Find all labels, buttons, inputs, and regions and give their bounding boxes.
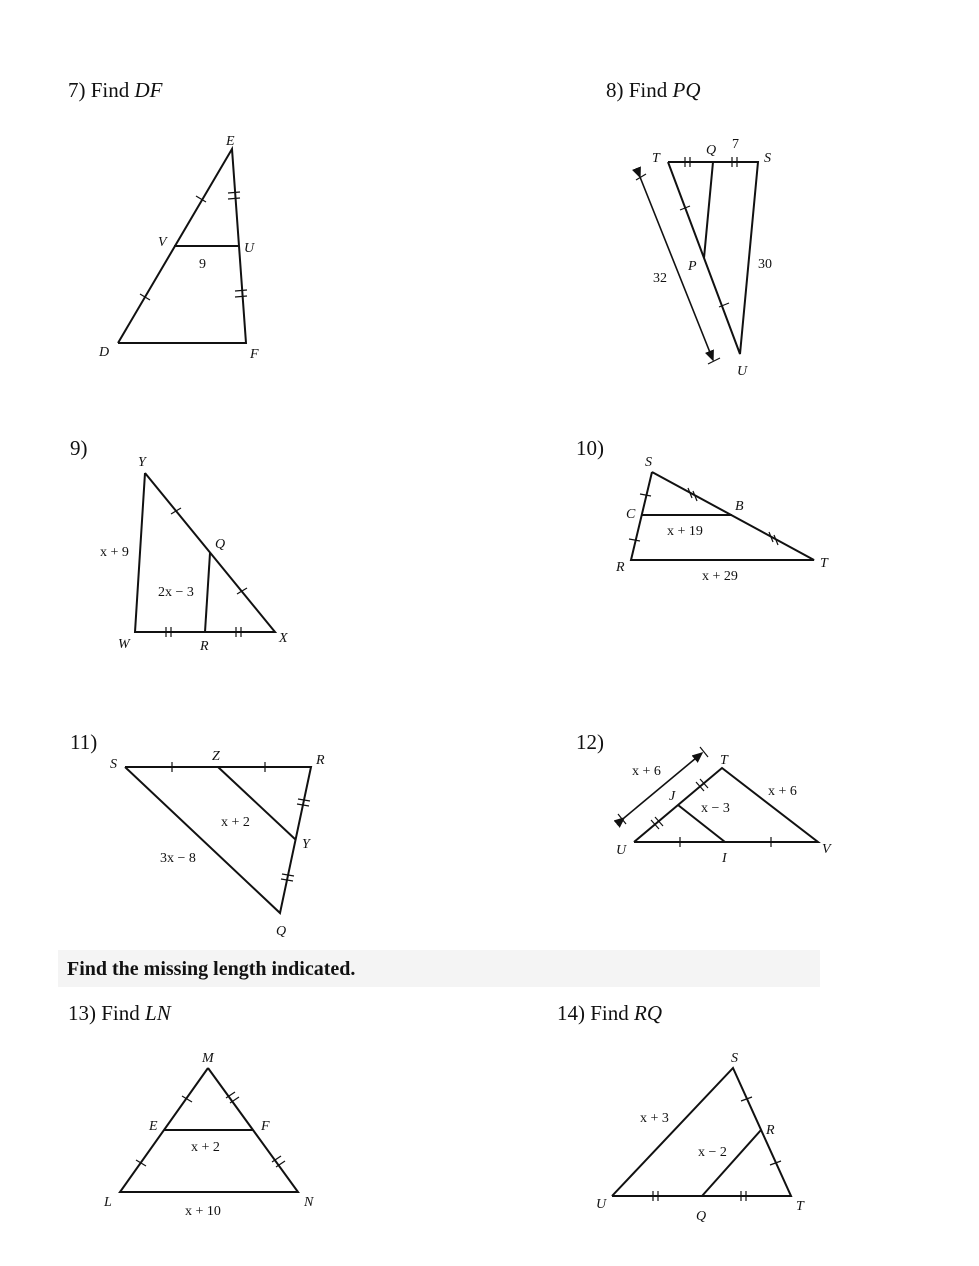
label-U: U: [616, 843, 627, 858]
label-U: U: [596, 1197, 607, 1212]
measure-TV: x + 6: [768, 784, 797, 799]
measure-TU: 32: [653, 271, 667, 286]
problem-instruction: Find: [628, 78, 668, 102]
label-S: S: [731, 1051, 738, 1066]
label-E: E: [149, 1119, 158, 1134]
problem-instruction: Find: [101, 1001, 140, 1025]
label-V: V: [158, 235, 167, 250]
label-B: B: [735, 499, 744, 514]
measure-WY: x + 9: [100, 545, 129, 560]
measure-EF: x + 2: [191, 1140, 220, 1155]
measure-US: x + 3: [640, 1111, 669, 1126]
label-M: M: [202, 1051, 214, 1066]
label-S: S: [764, 151, 771, 166]
label-T: T: [820, 556, 828, 571]
label-Q: Q: [276, 924, 287, 939]
figure-7-triangle: [98, 134, 259, 362]
figure-10-triangle: [615, 455, 829, 584]
label-V: V: [822, 842, 831, 857]
label-S: S: [110, 757, 117, 772]
measure-VU: 9: [199, 257, 206, 272]
label-L: L: [104, 1195, 112, 1210]
problem-target: LN: [145, 1001, 171, 1025]
problem-target: PQ: [672, 78, 701, 102]
measure-QS: 7: [732, 137, 739, 152]
problem-number: 9): [70, 436, 88, 460]
label-S: S: [645, 455, 652, 470]
problem-instruction: Find: [90, 78, 130, 102]
label-E: E: [226, 134, 235, 149]
measure-JI: x − 3: [701, 801, 730, 816]
problem-target: DF: [134, 78, 163, 102]
problem-number: 7): [68, 78, 86, 102]
problem-target: RQ: [634, 1001, 663, 1025]
measure-CB: x + 19: [667, 524, 703, 539]
measure-ZY: x + 2: [221, 815, 250, 830]
label-R: R: [616, 560, 625, 575]
label-R: R: [200, 639, 209, 654]
label-U: U: [737, 364, 748, 379]
problem-number: 14): [557, 1001, 585, 1025]
label-W: W: [118, 637, 130, 652]
measure-SU: 30: [758, 257, 772, 272]
label-Q: Q: [215, 537, 226, 552]
measure-SQ: 3x − 8: [160, 851, 196, 866]
figure-12-triangle: [616, 747, 832, 866]
measure-UT-arrow: x + 6: [632, 764, 661, 779]
figure-13-triangle: [103, 1051, 314, 1219]
section-heading: Find the missing length indicated.: [67, 958, 356, 980]
label-R: R: [766, 1123, 775, 1138]
figure-11-triangle: [110, 749, 325, 939]
label-D: D: [99, 345, 110, 360]
figure-8-triangle: [636, 137, 772, 379]
label-F: F: [261, 1119, 270, 1134]
label-T: T: [796, 1199, 804, 1214]
problem-number: 11): [70, 730, 98, 754]
problem-instruction: Find: [590, 1001, 629, 1025]
problem-number: 13): [68, 1001, 96, 1025]
label-N: N: [304, 1195, 314, 1210]
problem-number: 10): [576, 436, 604, 460]
label-I: I: [722, 851, 727, 866]
label-J: J: [669, 789, 676, 804]
label-Q: Q: [706, 143, 717, 158]
measure-LN: x + 10: [185, 1204, 221, 1219]
label-Y: Y: [302, 837, 310, 852]
label-U: U: [244, 241, 255, 256]
measure-QR: 2x − 3: [158, 585, 194, 600]
label-T: T: [720, 753, 728, 768]
figure-9-triangle: [100, 455, 288, 654]
label-P: P: [688, 259, 697, 274]
problem-number: 12): [576, 730, 604, 754]
label-Y: Y: [138, 455, 146, 470]
label-Q: Q: [696, 1209, 707, 1224]
measure-RQ: x − 2: [698, 1145, 727, 1160]
figure-14-triangle: [596, 1051, 805, 1224]
label-X: X: [279, 631, 288, 646]
measure-RT: x + 29: [702, 569, 738, 584]
problem-number: 8): [606, 78, 624, 102]
label-Z: Z: [212, 749, 220, 764]
label-R: R: [316, 753, 325, 768]
label-C: C: [626, 507, 636, 522]
label-F: F: [250, 347, 259, 362]
label-T: T: [652, 151, 660, 166]
